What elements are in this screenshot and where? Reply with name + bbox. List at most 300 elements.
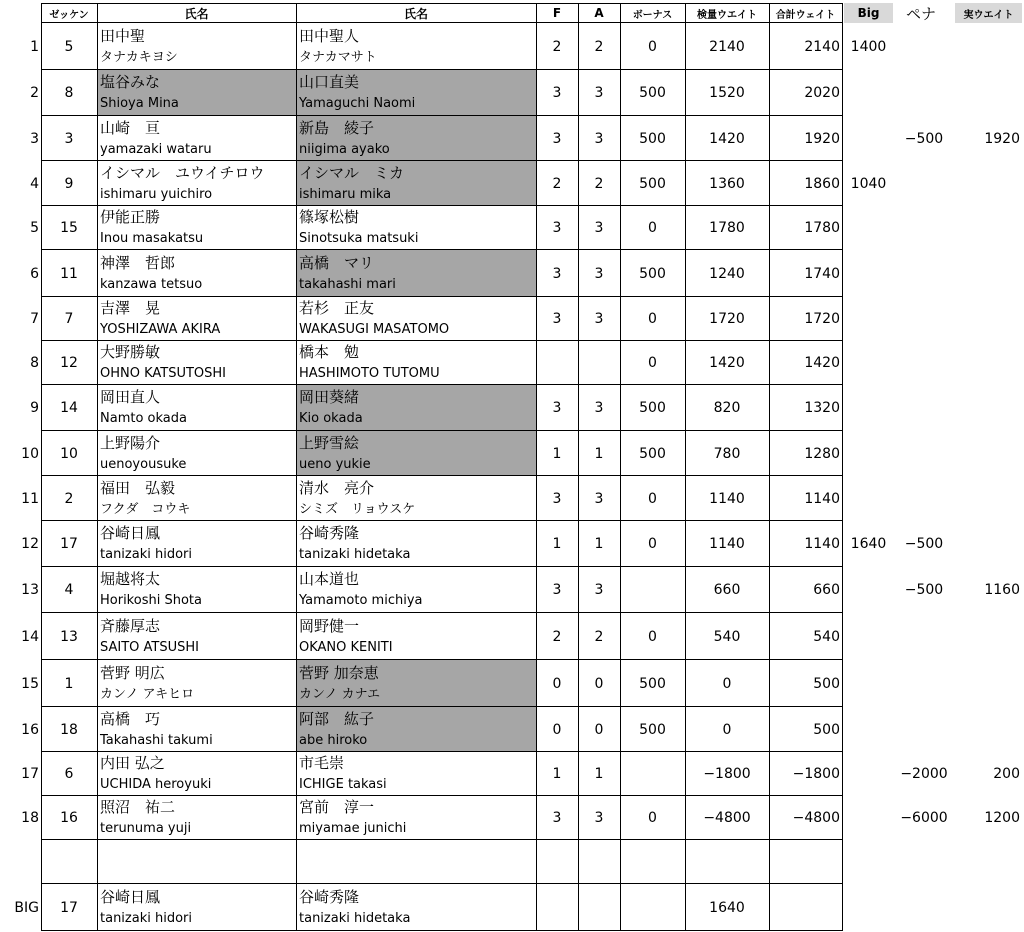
big-fish-value: [844, 297, 893, 341]
competitor-1-reading: terunuma yuji: [100, 821, 192, 836]
competitor-2-reading: Yamamoto michiya: [299, 593, 423, 608]
actual-weight-value: [955, 23, 1022, 70]
actual-weight-value: [955, 884, 1022, 931]
column-divider: [620, 3, 621, 931]
competitor-2-kanji: 岡野健一: [299, 616, 360, 635]
alive-count: 3: [594, 130, 604, 147]
competitor-1-reading: Namto okada: [100, 411, 187, 426]
actual-weight-value: 1160: [984, 582, 1020, 598]
big-fish-value: [844, 707, 893, 752]
big-fish-value: [844, 796, 893, 840]
competitor-2-reading: タナカマサト: [299, 49, 377, 65]
weigh-weight-value: 1420: [709, 355, 745, 371]
competitor-1-name: [97, 250, 296, 297]
total-weight-value: 2020: [804, 85, 840, 101]
fish-count: 3: [552, 400, 562, 416]
rank-label: 1: [30, 38, 39, 55]
row-divider: [41, 115, 842, 116]
competitor-1-name: [97, 613, 296, 660]
competitor-1-kanji: 吉澤 晃: [100, 299, 161, 317]
total-weight-value: 1420: [804, 355, 840, 371]
column-divider: [41, 3, 42, 931]
row-divider: [41, 384, 842, 385]
competitor-2-name: [296, 431, 536, 476]
big-fish-value: [844, 431, 893, 476]
penalty-value: [893, 707, 955, 752]
competitor-2-name: [296, 297, 536, 341]
total-weight-value: 540: [813, 628, 840, 645]
competitor-1-kanji: イシマル ユウイチロウ: [100, 163, 265, 182]
header-bib: ゼッケン: [49, 9, 89, 21]
column-divider: [769, 3, 770, 931]
bib-number: 18: [60, 721, 78, 738]
competitor-1-kanji: 斉藤厚志: [100, 616, 161, 635]
penalty-value: [893, 840, 955, 884]
actual-weight-value: [955, 521, 1022, 567]
competitor-1-reading: UCHIDA heroyuki: [100, 777, 212, 792]
header-big: Big: [844, 3, 893, 23]
competitor-2-name: [296, 341, 536, 385]
bib-number: 9: [64, 175, 74, 192]
competitor-1-kanji: 大野勝敏: [100, 343, 161, 361]
competitor-2-kanji: 谷崎秀隆: [299, 524, 360, 542]
alive-count: 3: [594, 265, 604, 282]
big-fish-value: 1040: [850, 175, 887, 192]
bib-number: 3: [64, 130, 74, 147]
competitor-1-reading: タナカキヨシ: [100, 49, 178, 65]
actual-weight-value: [955, 660, 1022, 707]
bib-number: 8: [64, 85, 74, 101]
total-weight-value: 500: [813, 675, 840, 692]
weigh-weight-value: 660: [713, 582, 741, 598]
rank-label: 14: [21, 628, 39, 645]
competitor-2-reading: ishimaru mika: [299, 186, 392, 202]
actual-weight-value: [955, 250, 1022, 297]
fish-count: [536, 840, 578, 884]
fish-count: 3: [552, 582, 562, 598]
weigh-weight-value: 780: [713, 445, 741, 462]
actual-weight-value: [955, 341, 1022, 385]
total-weight-value: 1860: [804, 175, 840, 192]
bonus-value: 500: [639, 721, 666, 738]
rank-label: [0, 840, 41, 884]
competitor-1-kanji: 照沼 祐二: [100, 798, 176, 816]
competitor-1-name: [97, 660, 296, 707]
bonus-value: [620, 752, 685, 796]
rank-label: BIG: [14, 899, 39, 916]
penalty-value: [893, 385, 955, 431]
competitor-1-reading: フクダ コウキ: [100, 501, 191, 517]
bib-number: 2: [64, 490, 74, 507]
competitor-2-reading: OKANO KENITI: [299, 639, 393, 655]
competitor-1-reading: YOSHIZAWA AKIRA: [100, 322, 221, 337]
competitor-1-reading: tanizaki hidori: [100, 910, 192, 926]
column-divider: [296, 3, 297, 931]
competitor-2-kanji: 清水 亮介: [299, 478, 375, 497]
penalty-value: [893, 250, 955, 297]
bib-number: 4: [64, 582, 74, 598]
rank-label: 13: [21, 582, 39, 598]
competitor-1-kanji: 塩谷みな: [100, 73, 161, 91]
penalty-value: [893, 431, 955, 476]
column-divider: [578, 3, 579, 931]
header-actual-weight: 実ウエイト: [955, 3, 1022, 23]
competitor-1-kanji: 田中聖: [100, 26, 146, 45]
competitor-1-name: [97, 116, 296, 161]
competitor-1-name: [97, 341, 296, 385]
alive-count: 3: [594, 490, 604, 507]
alive-count: 1: [594, 766, 604, 782]
competitor-2-reading: WAKASUGI MASATOMO: [299, 322, 450, 337]
fish-count: 3: [552, 810, 562, 826]
bib-number: 7: [64, 311, 74, 327]
competitor-2-name: [296, 567, 536, 613]
actual-weight-value: [955, 431, 1022, 476]
alive-count: 0: [594, 675, 604, 692]
competitor-1-reading: Horikoshi Shota: [100, 593, 202, 608]
competitor-2-kanji: 橋本 勉: [299, 343, 360, 361]
competitor-1-kanji: 谷崎日鳳: [100, 524, 161, 542]
total-weight-value: −1800: [792, 766, 840, 782]
bonus-value: 0: [648, 38, 657, 55]
rank-label: 6: [30, 265, 39, 282]
header-top-border: [41, 3, 842, 4]
alive-count: 3: [594, 582, 604, 598]
weigh-weight-value: 1420: [709, 130, 745, 147]
competitor-1-kanji: 岡田直人: [100, 388, 161, 406]
competitor-2-kanji: 阿部 紘子: [299, 709, 375, 728]
penalty-value: −500: [904, 536, 944, 552]
actual-weight-value: [955, 840, 1022, 884]
big-fish-value: [844, 206, 893, 250]
competitor-2-kanji: 山本道也: [299, 570, 360, 588]
row-divider: [41, 659, 842, 660]
total-weight-value: 1140: [804, 490, 840, 507]
bib-number: 10: [60, 445, 78, 462]
alive-count: 3: [594, 400, 604, 416]
competitor-2-reading: niigima ayako: [299, 141, 390, 157]
row-divider: [41, 249, 842, 250]
competitor-1-reading: カンノ アキヒロ: [100, 686, 195, 702]
bonus-value: 0: [648, 628, 657, 645]
weigh-weight-value: 540: [713, 628, 741, 645]
fish-count: 2: [552, 175, 562, 192]
competitor-1-reading: OHNO KATSUTOSHI: [100, 366, 227, 381]
header-f: F: [552, 6, 562, 20]
total-weight-value: 1140: [804, 536, 840, 552]
total-weight-value: [769, 840, 842, 884]
weigh-weight-value: 1240: [709, 265, 745, 282]
penalty-value: −500: [904, 582, 944, 598]
row-divider: [41, 205, 842, 206]
competitor-2-name: [296, 521, 536, 567]
weigh-weight-value: 1780: [709, 220, 745, 236]
alive-count: 1: [594, 445, 604, 462]
competitor-1-name: [97, 476, 296, 521]
fish-count: 2: [552, 628, 562, 645]
total-weight-value: 1740: [804, 265, 840, 282]
big-fish-value: [844, 884, 893, 931]
alive-count: 2: [594, 628, 604, 645]
big-fish-value: [844, 660, 893, 707]
competitor-1-kanji: 上野陽介: [100, 433, 161, 452]
competitor-2-kanji: 篠塚松樹: [299, 208, 360, 226]
penalty-value: [893, 341, 955, 385]
competitor-1-reading: Shioya Mina: [100, 96, 179, 111]
weigh-weight-value: 0: [722, 675, 732, 692]
rank-label: 10: [21, 445, 39, 462]
competitor-2-reading: HASHIMOTO TUTOMU: [299, 366, 440, 381]
alive-count: [578, 341, 620, 385]
competitor-1-name: [97, 521, 296, 567]
total-weight-value: 1280: [804, 445, 840, 462]
bonus-value: 0: [648, 536, 657, 552]
actual-weight-value: [955, 385, 1022, 431]
competitor-1-kanji: 福田 弘毅: [100, 478, 176, 497]
competitor-1-name: [97, 297, 296, 341]
weigh-weight-value: 1640: [709, 899, 745, 916]
row-divider: [41, 839, 842, 840]
competitor-2-kanji: イシマル ミカ: [299, 163, 405, 182]
fish-count: [536, 341, 578, 385]
competitor-2-reading: Kio okada: [299, 411, 363, 426]
competitor-1-reading: ishimaru yuichiro: [100, 186, 213, 202]
competitor-2-reading: tanizaki hidetaka: [299, 910, 411, 926]
row-divider: [41, 430, 842, 431]
competitor-1-name: [97, 161, 296, 206]
competitor-1-reading: uenoyousuke: [100, 456, 187, 472]
competitor-2-name: [296, 752, 536, 796]
header-a: A: [594, 6, 604, 20]
fish-count: 0: [552, 675, 562, 692]
competitor-1-kanji: 山崎 亘: [100, 118, 161, 137]
rank-label: 11: [21, 490, 39, 507]
weigh-weight-value: 2140: [709, 38, 745, 55]
competitor-1-name: [97, 431, 296, 476]
competitor-1-name: [97, 840, 296, 884]
competitor-2-name: [296, 796, 536, 840]
competitor-2-name: [296, 116, 536, 161]
penalty-value: [893, 660, 955, 707]
alive-count: 3: [594, 85, 604, 101]
competitor-1-name: [97, 206, 296, 250]
fish-count: 3: [552, 220, 562, 236]
fish-count: 0: [552, 721, 562, 738]
competitor-1-reading: Takahashi takumi: [100, 732, 213, 748]
competitor-1-kanji: 伊能正勝: [100, 208, 161, 226]
bonus-value: 0: [648, 355, 657, 371]
rank-label: 15: [21, 675, 39, 692]
competitor-1-name: [97, 884, 296, 931]
big-fish-value: [844, 613, 893, 660]
competitor-2-name: [296, 707, 536, 752]
total-weight-value: 1780: [804, 220, 840, 236]
alive-count: [578, 884, 620, 931]
penalty-value: [893, 476, 955, 521]
bib-number: 17: [60, 899, 78, 916]
penalty-value: [893, 206, 955, 250]
header-name-1: 氏名: [184, 6, 209, 21]
total-weight-value: 1320: [804, 400, 840, 416]
row-divider: [41, 795, 842, 796]
competitor-1-kanji: 菅野 明広: [100, 663, 165, 682]
weigh-weight-value: 1720: [709, 311, 745, 327]
row-divider: [41, 566, 842, 567]
actual-weight-value: [955, 707, 1022, 752]
column-divider: [685, 3, 686, 931]
competitor-1-reading: kanzawa tetsuo: [100, 276, 203, 292]
rank-label: 12: [21, 536, 39, 552]
bib-number: 11: [60, 265, 78, 282]
penalty-value: −500: [904, 130, 944, 147]
penalty-value: [893, 23, 955, 70]
competitor-1-reading: tanizaki hidori: [100, 547, 192, 562]
fish-count: 3: [552, 311, 562, 327]
alive-count: 2: [594, 38, 604, 55]
competitor-1-name: [97, 23, 296, 70]
fish-count: 1: [552, 536, 562, 552]
actual-weight-value: 200: [993, 766, 1020, 782]
weigh-weight-value: 1520: [709, 85, 745, 101]
header-name-2: 氏名: [403, 6, 428, 21]
total-weight-value: 660: [813, 582, 840, 598]
weigh-weight-value: −4800: [703, 810, 751, 826]
bib-number: 1: [64, 675, 74, 692]
fish-count: 2: [552, 38, 562, 55]
competitor-2-kanji: 菅野 加奈恵: [299, 663, 379, 682]
bonus-value: 500: [639, 175, 666, 192]
header-bottom-border: [41, 22, 842, 23]
competitor-1-reading: yamazaki wataru: [100, 141, 212, 157]
big-fish-value: [844, 70, 893, 116]
fish-count: 3: [552, 130, 562, 147]
competitor-1-reading: Inou masakatsu: [100, 231, 204, 246]
competitor-2-reading: Yamaguchi Naomi: [299, 96, 416, 111]
bib-number: 16: [60, 810, 78, 826]
rank-label: 17: [21, 766, 39, 782]
bonus-value: 0: [648, 220, 657, 236]
bonus-value: [620, 840, 685, 884]
actual-weight-value: 1920: [984, 130, 1020, 147]
penalty-value: [893, 884, 955, 931]
competitor-2-kanji: 岡田葵緒: [299, 388, 360, 406]
bonus-value: [620, 567, 685, 613]
row-divider: [41, 340, 842, 341]
row-divider: [41, 930, 842, 931]
fish-count: 3: [552, 265, 562, 282]
weigh-weight-value: 1360: [709, 175, 745, 192]
competitor-2-name: [296, 613, 536, 660]
row-divider: [41, 520, 842, 521]
big-fish-value: [844, 341, 893, 385]
weigh-weight-value: 1140: [709, 536, 745, 552]
competitor-2-name: [296, 884, 536, 931]
bib-number: 6: [64, 766, 74, 782]
competitor-1-kanji: 神澤 哲郎: [100, 253, 176, 272]
big-fish-value: [844, 476, 893, 521]
alive-count: 3: [594, 220, 604, 236]
bonus-value: 500: [639, 265, 666, 282]
big-fish-value: [844, 250, 893, 297]
competitor-2-kanji: 宮前 淳一: [299, 798, 375, 816]
total-weight-value: 2140: [804, 38, 840, 55]
competitor-2-name: [296, 70, 536, 116]
competitor-2-name: [296, 840, 536, 884]
competitor-2-name: [296, 385, 536, 431]
competitor-2-reading: tanizaki hidetaka: [299, 547, 411, 562]
weigh-weight-value: 1140: [709, 490, 745, 507]
fish-count: 1: [552, 445, 562, 462]
competitor-2-kanji: 谷崎秀隆: [299, 887, 360, 906]
bonus-value: 500: [639, 675, 666, 692]
competitor-2-name: [296, 23, 536, 70]
competitor-2-kanji: 上野雪絵: [299, 433, 360, 452]
competitor-2-kanji: 新島 綾子: [299, 118, 375, 137]
rank-label: 16: [21, 721, 39, 738]
fish-count: 3: [552, 490, 562, 507]
bonus-value: 0: [648, 490, 657, 507]
rank-label: 18: [21, 810, 39, 826]
competitor-1-kanji: 高橋 巧: [100, 709, 161, 728]
big-fish-value: [844, 567, 893, 613]
competitor-2-reading: カンノ カナエ: [299, 686, 381, 702]
competitor-1-kanji: 谷崎日鳳: [100, 887, 161, 906]
column-divider: [842, 3, 843, 931]
header-total-weight: 合計ウェイト: [775, 9, 836, 21]
row-divider: [41, 475, 842, 476]
row-divider: [41, 296, 842, 297]
bib-number: 15: [60, 220, 78, 236]
row-divider: [41, 69, 842, 70]
total-weight-value: 1920: [804, 130, 840, 147]
actual-weight-value: [955, 70, 1022, 116]
competitor-2-reading: ueno yukie: [299, 456, 371, 472]
bib-number: 17: [60, 536, 78, 552]
column-divider: [97, 3, 98, 931]
total-weight-value: [769, 884, 842, 931]
weigh-weight-value: 820: [713, 400, 741, 416]
penalty-value: [893, 70, 955, 116]
bonus-value: 500: [639, 445, 666, 462]
rank-label: 8: [30, 355, 39, 371]
penalty-value: −6000: [900, 810, 948, 826]
competitor-1-name: [97, 796, 296, 840]
alive-count: [578, 840, 620, 884]
actual-weight-value: [955, 206, 1022, 250]
fish-count: 1: [552, 766, 562, 782]
bib-number: 13: [60, 628, 78, 645]
competitor-2-name: [296, 476, 536, 521]
row-divider: [41, 751, 842, 752]
competitor-2-kanji: 若杉 正友: [299, 299, 375, 317]
row-divider: [41, 612, 842, 613]
big-fish-value: 1400: [850, 38, 887, 55]
column-divider: [536, 3, 537, 931]
alive-count: 0: [594, 721, 604, 738]
total-weight-value: 1720: [804, 311, 840, 327]
competitor-1-reading: SAITO ATSUSHI: [100, 639, 199, 655]
competitor-2-reading: abe hiroko: [299, 732, 368, 748]
row-divider: [41, 160, 842, 161]
actual-weight-value: 1200: [984, 810, 1020, 826]
competitor-2-kanji: 高橋 マリ: [299, 253, 375, 272]
competitor-1-kanji: 堀越将太: [100, 570, 161, 588]
competitor-2-name: [296, 206, 536, 250]
bib-number: 5: [64, 38, 74, 55]
competitor-2-name: [296, 660, 536, 707]
actual-weight-value: [955, 297, 1022, 341]
competitor-2-kanji: 田中聖人: [299, 26, 360, 45]
